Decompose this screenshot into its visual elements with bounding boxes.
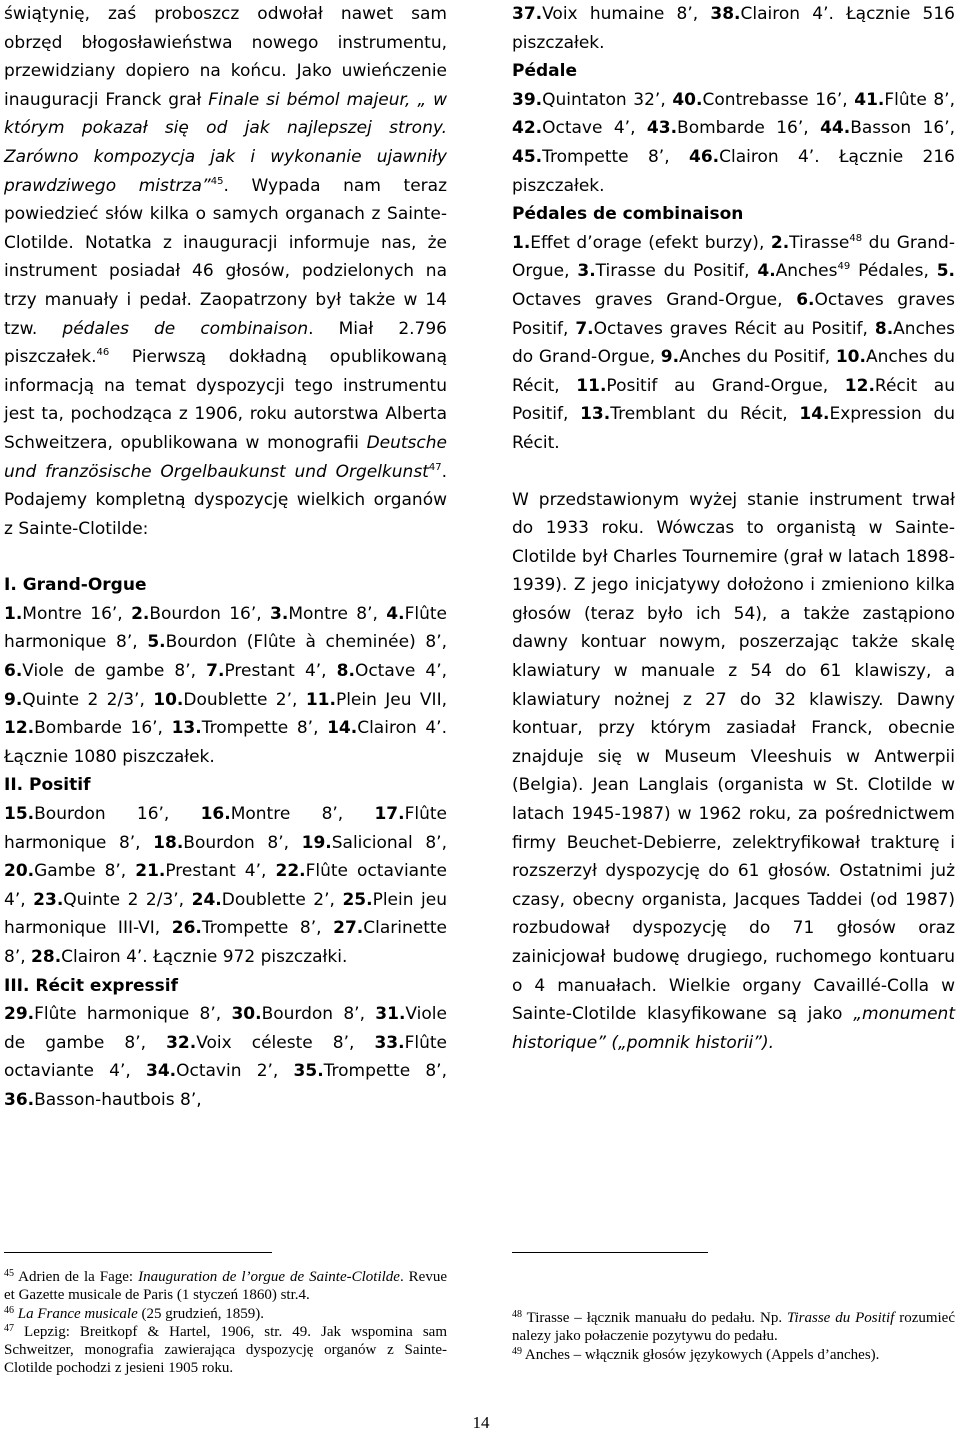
stop-number: 45. <box>512 146 543 167</box>
stop-name: Viole de gambe 8’, <box>22 661 207 682</box>
stop-name: Plein Jeu VII, <box>335 689 447 710</box>
stop-list-recit-part2: 37.Voix humaine 8’, 38.Clairon 4’. Łącznie 516 piszczałek. <box>512 4 955 53</box>
stop-number: 5. <box>147 632 166 653</box>
stop-number: 10. <box>153 689 184 710</box>
section-heading-grand-orgue: I. Grand-Orgue <box>4 575 147 596</box>
stop-number: 31. <box>375 1004 406 1025</box>
stop-number: 26. <box>171 918 202 939</box>
footnote-separator-right <box>512 1252 708 1253</box>
stop-name: Basson 16’, <box>850 118 956 139</box>
stop-number: 27. <box>333 918 364 939</box>
stop-name: Bourdon (Flûte à cheminée) 8’, <box>165 632 448 653</box>
stop-name: Flûte harmonique 8’, <box>34 1004 232 1025</box>
stop-name: Octave 4’, <box>542 118 647 139</box>
stop-number: 17. <box>374 804 405 825</box>
stop-number: 14. <box>327 718 358 739</box>
stop-number: 32. <box>166 1032 197 1053</box>
stop-number: 16. <box>200 804 231 825</box>
stop-list-grand-orgue: 1.Montre 16’, 2.Bourdon 16’, 3.Montre 8’, 4.Flûte harmonique 8’, 5.Bourdon (Flûte à cheminée) 8’, 6.Viole de gambe 8’, 7.Prestant 4’, 8.Octave 4’, 9.Quinte 2 2/3’, 10.Doublette 2’, 11.Plein Jeu VII, 12.Bombarde 16’, 13.Trompette 8’, 14.Clairon 4’. Łącznie 1080 piszczałek. <box>4 603 448 767</box>
stop-number: 25. <box>342 889 373 910</box>
stop-name: Quintaton 32’, <box>542 89 673 110</box>
stop-name: Voix humaine 8’, <box>542 4 711 24</box>
section-heading-recit: III. Récit expressif <box>4 975 178 996</box>
stop-number: 28. <box>31 947 62 967</box>
stop-name: Doublette 2’, <box>183 689 306 710</box>
stop-list-recit-part1 <box>4 1000 447 1114</box>
footnote-45: $^{45}$ Adrien de la Fage: Inauguration de l’orgue de Sainte-Clotilde. Revue et Gazette musicale de Paris (1 styczeń 1860) str.4. <box>4 1268 447 1304</box>
stop-name: Flûte octaviante 4’, <box>4 1032 447 1082</box>
stop-name: Clairon 4’. <box>357 718 447 739</box>
stop-name: Flûte 8’, <box>884 89 955 110</box>
spacer <box>4 543 447 571</box>
stop-name: Gambe 8’, <box>34 861 136 882</box>
stop-name: Trompette 8’, <box>201 918 334 939</box>
stop-name: Bourdon 8’, <box>261 1004 376 1025</box>
stop-number: 33. <box>374 1032 405 1053</box>
stop-number: 9. <box>4 689 23 710</box>
footnote-49: $^{49}$ Anches – włącznik głosów językowych (Appels d’anches). <box>512 1345 880 1363</box>
stop-number: 8. <box>336 661 355 682</box>
stop-name: Doublette 2’, <box>221 889 343 910</box>
body-paragraph-history: W przedstawionym wyżej stanie instrument trwał do 1933 roku. Wówczas to organistą w Sainte-Clotilde był Charles Tournemire (grał w latach 1898-1939). Z jego inicjatywy dołożono i zmieniono kilka głosów (teraz było ich 54), a także zastąpiono dawny kontuar nowym, poszerzając także skalę klawiatury w manuale z 54 do 61 klawiszy, a klawiatury nożnej z 27 do 32 klawiszy. Dawny kontuar, przy którym zasiadał Franck, obecnie znajduje się w Museum Vleeshuis w Antwerpii (Belgia). Jean Langlais (organista w St. Clotilde w latach 1945-1987) w 1962 roku, za pośrednictwem firmy Beuchet-Debierre, zelektryfikował trakturę i rozszerzył dyspozycję do 61 głosów. Ostatnimi już czasy, obecny organista, Jacques Taddei (od 1987) rozbudował dyspozycję do 71 głosów oraz zainicjował budowę drugiego, ruchomego kontuaru o 4 manuałach. Wielkie organy Cavaillé-Colla w Sainte-Clotilde klasyfikowane są jako „monument historique” („pomnik historii”). <box>512 489 955 1053</box>
stop-name: Flûte octaviante 4’, <box>4 861 447 910</box>
stop-name: Clairon 4’. <box>740 4 847 24</box>
footnotes-right <box>512 1309 955 1364</box>
stop-number: 2. <box>131 603 150 624</box>
stop-name: Montre 16’, <box>22 603 132 624</box>
stop-number: 13. <box>171 718 202 739</box>
stop-number: 30. <box>231 1004 262 1025</box>
stop-name: Montre 8’, <box>288 603 387 624</box>
left-column <box>4 0 447 1115</box>
footnote-48: $^{48}$ Tirasse – łącznik manuału do pedału. Np. Tirasse du Positif rozumieć nalezy jako połaczenie pozytywu do pedału. <box>512 1309 955 1345</box>
stop-number: 11. <box>305 689 336 710</box>
page-number: 14 <box>472 1413 490 1432</box>
stop-name: Basson-hautbois 8’, <box>34 1089 202 1110</box>
stop-name: Prestant 4’, <box>224 661 337 682</box>
footnote-ref-45[interactable]: 45 <box>210 175 224 187</box>
stop-number: 39. <box>512 89 543 110</box>
spacer <box>512 458 955 486</box>
stop-name: Plein jeu harmonique III-VI, <box>4 889 447 939</box>
footnote-ref-49[interactable]: 49 <box>837 261 851 273</box>
stop-number: 3. <box>270 603 289 624</box>
stop-name: Trompette 8’, <box>323 1061 447 1082</box>
stop-number: 29. <box>4 1004 35 1025</box>
stop-name: Trompette 8’, <box>542 146 689 167</box>
stop-number: 41. <box>854 89 885 110</box>
right-column <box>512 0 955 1057</box>
stop-number: 34. <box>145 1061 177 1082</box>
footnote-ref-46[interactable]: 46 <box>96 347 110 359</box>
stop-number: 40. <box>672 89 703 110</box>
stop-list-combinaison: 1.Effet d’orage (efekt burzy), 2.Tirasse$^{48}$ du Grand-Orgue, 3.Tirasse du Positif, 4.Anches$^{49}$ Pédales, 5. Octaves graves Grand-Orgue, 6.Octaves graves Positif, 7.Octaves graves Récit au Positif, 8.Anches do Grand-Orgue, 9.Anches du Positif, 10.Anches du Récit, 11.Positif au Grand-Orgue, 12.Récit au Positif, 13.Tremblant du Récit, 14.Expression du Récit. <box>512 232 956 453</box>
footnote-ref-47[interactable]: 47 <box>428 461 442 473</box>
stop-number: 12. <box>4 718 35 739</box>
stop-name: Bombarde 16’, <box>677 118 821 139</box>
stop-number: 15. <box>4 804 35 825</box>
stop-number: 44. <box>820 118 851 139</box>
stop-name: Octave 4’, <box>354 661 448 682</box>
stop-number: 7. <box>206 661 225 682</box>
stop-name: Prestant 4’, <box>165 861 276 882</box>
stop-number: 42. <box>512 118 543 139</box>
stop-name: Flûte harmonique 8’, <box>4 804 447 853</box>
stop-name: Bombarde 16’, <box>34 718 172 739</box>
stop-number: 38. <box>710 4 741 24</box>
stop-number: 22. <box>275 861 306 882</box>
stop-number: 18. <box>153 832 184 853</box>
stop-number: 4. <box>386 603 405 624</box>
footnote-46: $^{46}$ La France musicale (25 grudzień, 1859). <box>4 1304 264 1322</box>
stop-name: Voix céleste 8’, <box>196 1032 375 1053</box>
section-heading-positif: II. Positif <box>4 775 91 796</box>
stop-number: 43. <box>646 118 678 139</box>
body-paragraph-intro: świątynię, zaś proboszcz odwołał nawet sam obrzęd błogosławieństwa nowego instrumentu, przewidziany dopiero na końcu. Jako uwieńczenie inauguracji Franck grał Finale si bémol majeur, „ w którym pokazał się od jak najlepszej strony. Zarówno kompozycja jak i wykonanie ujawniły prawdziwego mistrza”$^{45}$. Wypada nam teraz powiedzieć słów kilka o samych organach z Sainte-Clotilde. Notatka z inauguracji informuje nas, że instrument posiadał 46 głosów, podzielonych na trzy manuały i pedał. Zaopatrzony był także w 14 tzw. pédales de combinaison. Miał 2.796 piszczałek.$^{46}$ Pierwszą dokładną opublikowaną informacją na temat dyspozycji tego instrumentu jest ta, pochodząca z 1906, roku autorstwa Alberta Schweitzera, opublikowana w monografii Deutsche und französische Orgelbaukunst und Orgelkunst$^{47}$. Podajemy kompletną dyspozycję wielkich organów z Sainte-Clotilde: <box>4 4 447 539</box>
stop-name: Quinte 2 2/3’, <box>63 889 192 910</box>
stop-number: 21. <box>135 861 166 882</box>
footnote-47: $^{47}$ Lepzig: Breitkopf & Hartel, 1906, str. 49. Jak wspomina sam Schweitzer, monografia zawierająca dyspozycję organów z Sainte-Clotilde pochodzi z jesieni 1905 roku. <box>4 1322 447 1377</box>
stop-name: Contrebasse 16’, <box>702 89 855 110</box>
stop-number: 35. <box>293 1061 324 1082</box>
stop-name: Bourdon 16’, <box>34 804 201 825</box>
stop-number: 6. <box>4 661 23 682</box>
stop-name: Trompette 8’, <box>201 718 328 739</box>
stop-name: Clarinette 8’, <box>4 918 447 967</box>
stop-name: Bourdon 16’, <box>149 603 271 624</box>
footnote-separator-left <box>4 1252 272 1253</box>
stop-name: Octavin 2’, <box>176 1061 294 1082</box>
stop-name: Viole de gambe 8’, <box>4 1004 447 1053</box>
stop-list-positif: 15.Bourdon 16’, 16.Montre 8’, 17.Flûte harmonique 8’, 18.Bourdon 8’, 19.Salicional 8’, 20.Gambe 8’, 21.Prestant 4’, 22.Flûte octaviante 4’, 23.Quinte 2 2/3’, 24.Doublette 2’, 25.Plein jeu harmonique III-VI, 26.Trompette 8’, 27.Clarinette 8’, 28.Clairon 4’. Łącznie 972 piszczałki. <box>4 804 447 967</box>
section-heading-pedale: Pédale <box>512 61 577 82</box>
footnotes-left <box>4 1268 447 1378</box>
stop-name: Bourdon 8’, <box>183 832 302 853</box>
stop-number: 19. <box>301 832 332 853</box>
stop-name: Clairon 4’. <box>719 146 839 167</box>
stop-number: 24. <box>191 889 222 910</box>
stop-name: Montre 8’, <box>230 804 375 825</box>
stop-list-pedale: 39.Quintaton 32’, 40.Contrebasse 16’, 41.Flûte 8’, 42.Octave 4’, 43.Bombarde 16’, 44.Basson 16’, 45.Trompette 8’, 46.Clairon 4’. Łącznie 216 piszczałek. <box>512 89 956 196</box>
stop-name: Quinte 2 2/3’, <box>22 689 154 710</box>
footnote-ref-48[interactable]: 48 <box>849 232 863 244</box>
stop-number: 1. <box>4 603 23 624</box>
stop-number: 20. <box>4 861 35 882</box>
stop-number: 23. <box>33 889 64 910</box>
stop-number: 36. <box>4 1089 35 1110</box>
stop-name: Salicional 8’, <box>331 832 447 853</box>
stop-name: Flûte harmonique 8’, <box>4 603 447 653</box>
stop-number: 37. <box>512 4 543 24</box>
section-heading-combinaison: Pédales de combinaison <box>512 204 744 225</box>
stop-name: Clairon 4’. <box>61 947 154 967</box>
stop-number: 46. <box>688 146 720 167</box>
